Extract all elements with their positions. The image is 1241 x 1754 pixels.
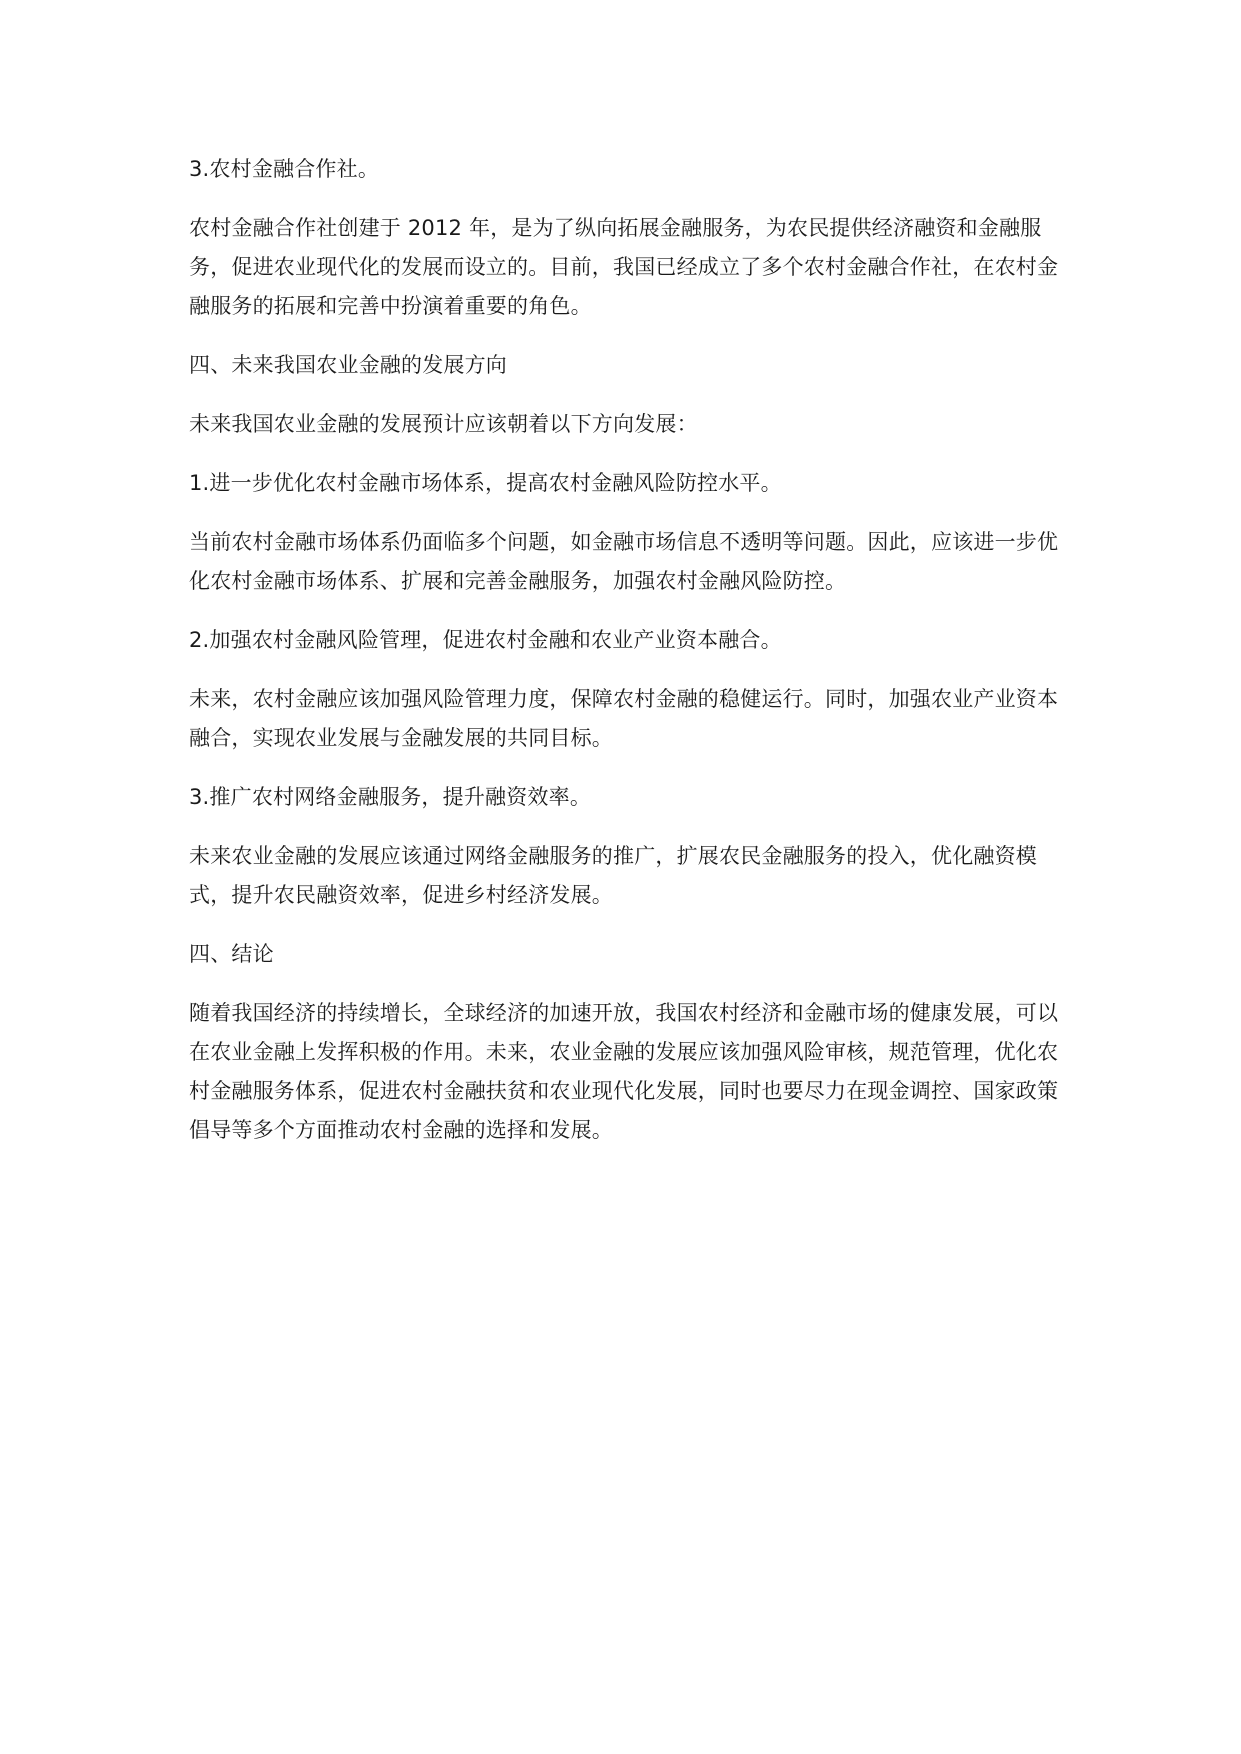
section-heading-conclusion: 四、结论 bbox=[189, 942, 274, 966]
paragraph-conclusion: 随着我国经济的持续增长，全球经济的加速开放，我国农村经济和金融市场的健康发展，可以在农业金融上发挥积极的作用。未来，农业金融的发展应该加强风险审核，规范管理，优化农村金融服务体系，促进农村金融扶贫和农业现代化发展，同时也要尽力在现金调控、国家政策倡导等多个方面推动农村金融的选择和发展。 bbox=[189, 1001, 1059, 1142]
paragraph-future-intro: 未来我国农业金融的发展预计应该朝着以下方向发展： bbox=[189, 412, 698, 436]
paragraph-network-finance: 未来农业金融的发展应该通过网络金融服务的推广，扩展农民金融服务的投入，优化融资模式，提升农民融资效率，促进乡村经济发展。 bbox=[189, 844, 1037, 907]
paragraph-market-system: 当前农村金融市场体系仍面临多个问题，如金融市场信息不透明等问题。因此，应该进一步优化农村金融市场体系、扩展和完善金融服务，加强农村金融风险防控。 bbox=[189, 530, 1059, 593]
subheading-market-system: 1.进一步优化农村金融市场体系，提高农村金融风险防控水平。 bbox=[189, 471, 782, 495]
document-page bbox=[189, 150, 1059, 1170]
subheading-network-finance: 3.推广农村网络金融服务，提升融资效率。 bbox=[189, 785, 592, 809]
paragraph-risk-management: 未来，农村金融应该加强风险管理力度，保障农村金融的稳健运行。同时，加强农业产业资本融合，实现农业发展与金融发展的共同目标。 bbox=[189, 687, 1059, 750]
paragraph-cooperative: 农村金融合作社创建于 2012 年，是为了纵向拓展金融服务，为农民提供经济融资和金融服务，促进农业现代化的发展而设立的。目前，我国已经成立了多个农村金融合作社，在农村金融服务的拓展和完善中扮演着重要的角色。 bbox=[189, 216, 1059, 318]
section-heading-future-direction: 四、未来我国农业金融的发展方向 bbox=[189, 353, 507, 377]
subheading-risk-management: 2.加强农村金融风险管理，促进农村金融和农业产业资本融合。 bbox=[189, 628, 782, 652]
section-heading-cooperative: 3.农村金融合作社。 bbox=[189, 157, 380, 181]
